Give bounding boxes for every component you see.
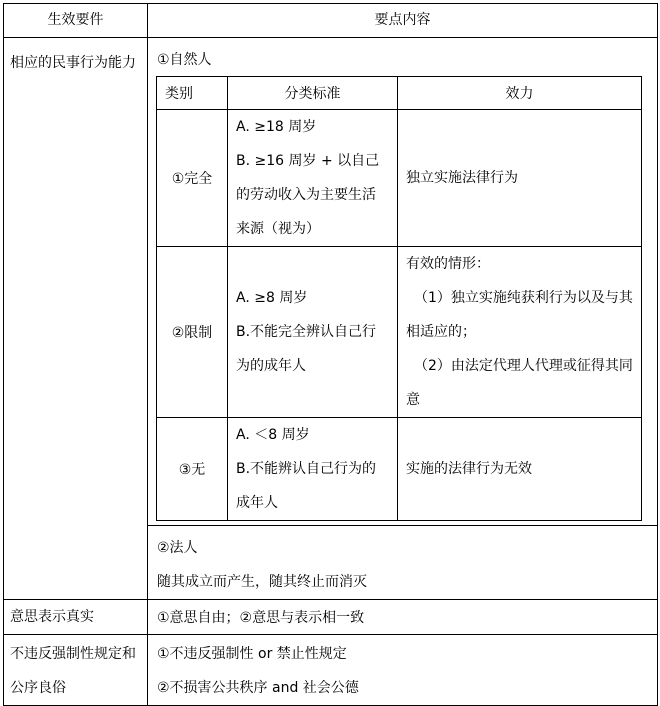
legal-person-title: ②法人: [157, 540, 198, 556]
criteria-limited: [228, 247, 398, 418]
category-none: ③无: [157, 418, 228, 521]
effect-limited-1: （1）独立实施纯获利行为以及与其相适应的；: [406, 290, 633, 340]
intent-row: [4, 600, 658, 635]
capacity-row: [4, 38, 658, 526]
legality-item-1: ①不违反强制性 or 禁止性规定: [157, 646, 347, 662]
category-limited: ②限制: [157, 247, 228, 418]
inner-header-effect: 效力: [398, 77, 642, 110]
inner-header-criteria: 分类标准: [228, 77, 398, 110]
inner-header-row: [157, 77, 642, 110]
intent-label: 意思表示真实: [4, 600, 148, 635]
criteria-full-b: B. ≥16 周岁 + 以自己的劳动收入为主要生活来源（视为）: [236, 153, 380, 237]
header-col2: 要点内容: [148, 4, 658, 38]
criteria-limited-b: B.不能完全辨认自己行为的成年人: [236, 324, 377, 374]
criteria-none: [228, 418, 398, 521]
criteria-none-a: A. ＜8 周岁: [236, 427, 310, 443]
capacity-label: 相应的民事行为能力: [4, 38, 148, 600]
intent-content: ①意思自由；②意思与表示相一致: [148, 600, 658, 635]
criteria-limited-a: A. ≥8 周岁: [236, 290, 308, 306]
criteria-none-b: B.不能辨认自己行为的成年人: [236, 461, 377, 511]
effect-limited-2: （2）由法定代理人代理或征得其同意: [406, 358, 633, 408]
effect-none: 实施的法律行为无效: [398, 418, 642, 521]
category-row-none: [157, 418, 642, 521]
legality-label: 不违反强制性规定和公序良俗: [4, 635, 148, 706]
legality-row: [4, 635, 658, 706]
criteria-full: [228, 110, 398, 247]
category-row-limited: [157, 247, 642, 418]
requirements-table: [3, 3, 658, 706]
natural-person-cell: [148, 38, 658, 526]
category-full: ①完全: [157, 110, 228, 247]
legal-person-cell: [148, 526, 658, 600]
inner-header-category: 类别: [157, 77, 228, 110]
legality-cell: [148, 635, 658, 706]
effect-limited-intro: 有效的情形：: [406, 256, 490, 272]
category-row-full: [157, 110, 642, 247]
natural-person-title: ①自然人: [157, 52, 212, 68]
header-row: [4, 4, 658, 38]
header-col1: 生效要件: [4, 4, 148, 38]
effect-full: 独立实施法律行为: [398, 110, 642, 247]
criteria-full-a: A. ≥18 周岁: [236, 119, 317, 135]
legal-person-text: 随其成立而产生，随其终止而消灭: [157, 574, 367, 590]
effect-limited: [398, 247, 642, 418]
natural-person-table: [156, 76, 642, 521]
legality-item-2: ②不损害公共秩序 and 社会公德: [157, 680, 359, 696]
